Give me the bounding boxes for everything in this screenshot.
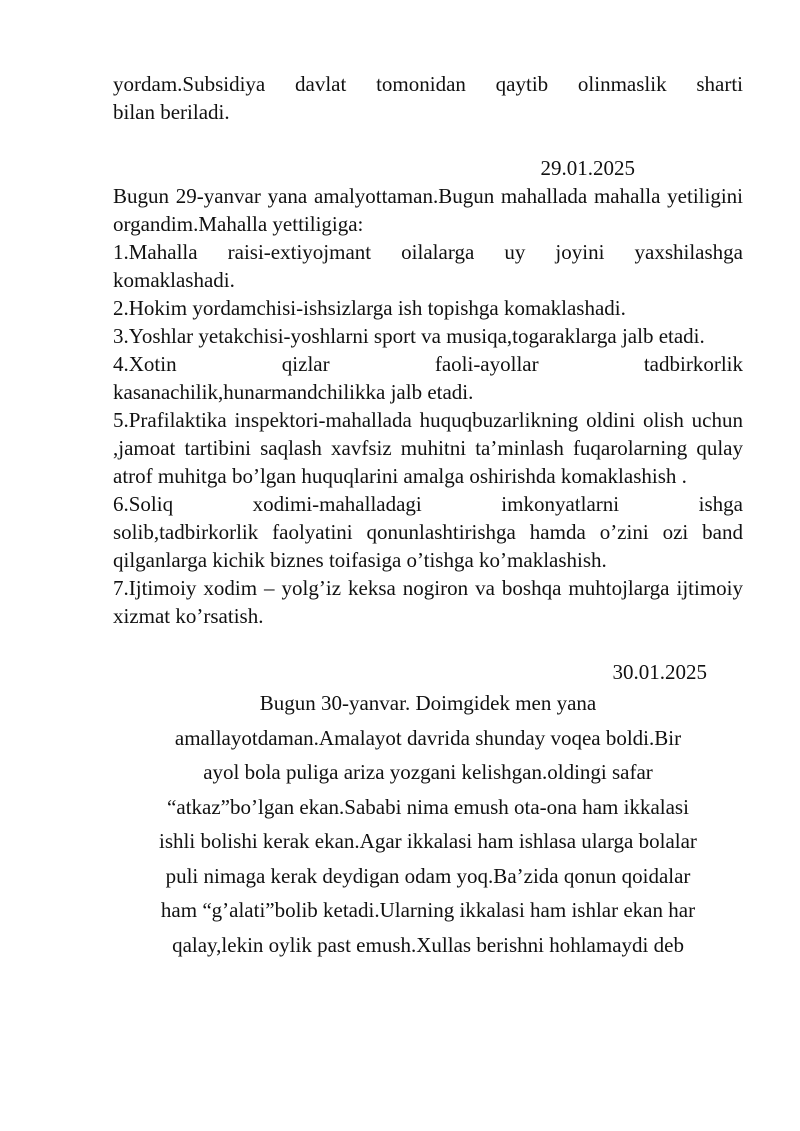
entry-2-line: ishli bolishi kerak ekan.Agar ikkalasi ham ishlasa ularga bolalar bbox=[159, 829, 697, 853]
intro-line-1: yordam.Subsidiya davlat tomonidan qaytib olinmaslik sharti bbox=[113, 72, 743, 96]
list-item-4-line-1: 4.Xotin qizlar faoli-ayollar tadbirkorlik bbox=[113, 352, 743, 376]
entry-2-line: Bugun 30-yanvar. Doimgidek men yana bbox=[259, 691, 597, 715]
entry-date-2: 30.01.2025 bbox=[612, 660, 707, 684]
list-item-2: 2.Hokim yordamchisi-ishsizlarga ish topishga komaklashadi. bbox=[113, 296, 626, 320]
list-item-7: 7.Ijtimoiy xodim – yolg’iz keksa nogiron va boshqa muhtojlarga ijtimoiy xizmat ko’rsatish. bbox=[113, 576, 743, 628]
list-item-3: 3.Yoshlar yetakchisi-yoshlarni sport va musiqa,togaraklarga jalb etadi. bbox=[113, 324, 705, 348]
list-item-5: 5.Prafilaktika inspektori-mahallada huquqbuzarlikning oldini olish uchun ,jamoat tartibini saqlash xavfsiz muhitni ta’minlash fuqarolarning qulay atrof muhitga bo’lgan huquqlarini amalga oshirishda komaklashish . bbox=[113, 408, 743, 488]
document-page bbox=[113, 70, 743, 962]
entry-2-line: puli nimaga kerak deydigan odam yoq.Ba’zida qonun qoidalar bbox=[165, 863, 691, 888]
entry-2-body bbox=[113, 686, 743, 962]
entry-2-line: qalay,lekin oylik past emush.Xullas berishni hohlamaydi deb bbox=[172, 932, 684, 957]
entry-date-1: 29.01.2025 bbox=[540, 156, 635, 180]
blank-line bbox=[113, 630, 743, 658]
intro-line-2: bilan beriladi. bbox=[113, 100, 230, 124]
entry-2-line: “atkaz”bo’lgan ekan.Sababi nima emush ota-ona ham ikkalasi bbox=[167, 794, 689, 819]
list-item-6-rest: solib,tadbirkorlik faolyatini qonunlashtirishga hamda o’zini ozi band qilganlarga kichik biznes toifasiga o’tishga ko’maklashish. bbox=[113, 520, 743, 572]
entry-1-intro: Bugun 29-yanvar yana amalyottaman.Bugun mahallada mahalla yetiligini organdim.Mahalla yettiligiga: bbox=[113, 184, 743, 236]
entry-2-line: ham “g’alati”bolib ketadi.Ularning ikkalasi ham ishlar ekan har bbox=[160, 898, 696, 922]
entry-2-line: ayol bola puliga ariza yozgani kelishgan.oldingi safar bbox=[203, 760, 653, 784]
list-item-1: 1.Mahalla raisi-extiyojmant oilalarga uy joyini yaxshilashga komaklashadi. bbox=[113, 240, 743, 292]
list-item-4-line-2: kasanachilik,hunarmandchilikka jalb etadi. bbox=[113, 380, 474, 404]
list-item-6-line-1: 6.Soliq xodimi-mahalladagi imkonyatlarni ishga bbox=[113, 492, 743, 516]
entry-2-line: amallayotdaman.Amalayot davrida shunday voqea boldi.Bir bbox=[174, 725, 682, 750]
blank-line bbox=[113, 126, 743, 154]
